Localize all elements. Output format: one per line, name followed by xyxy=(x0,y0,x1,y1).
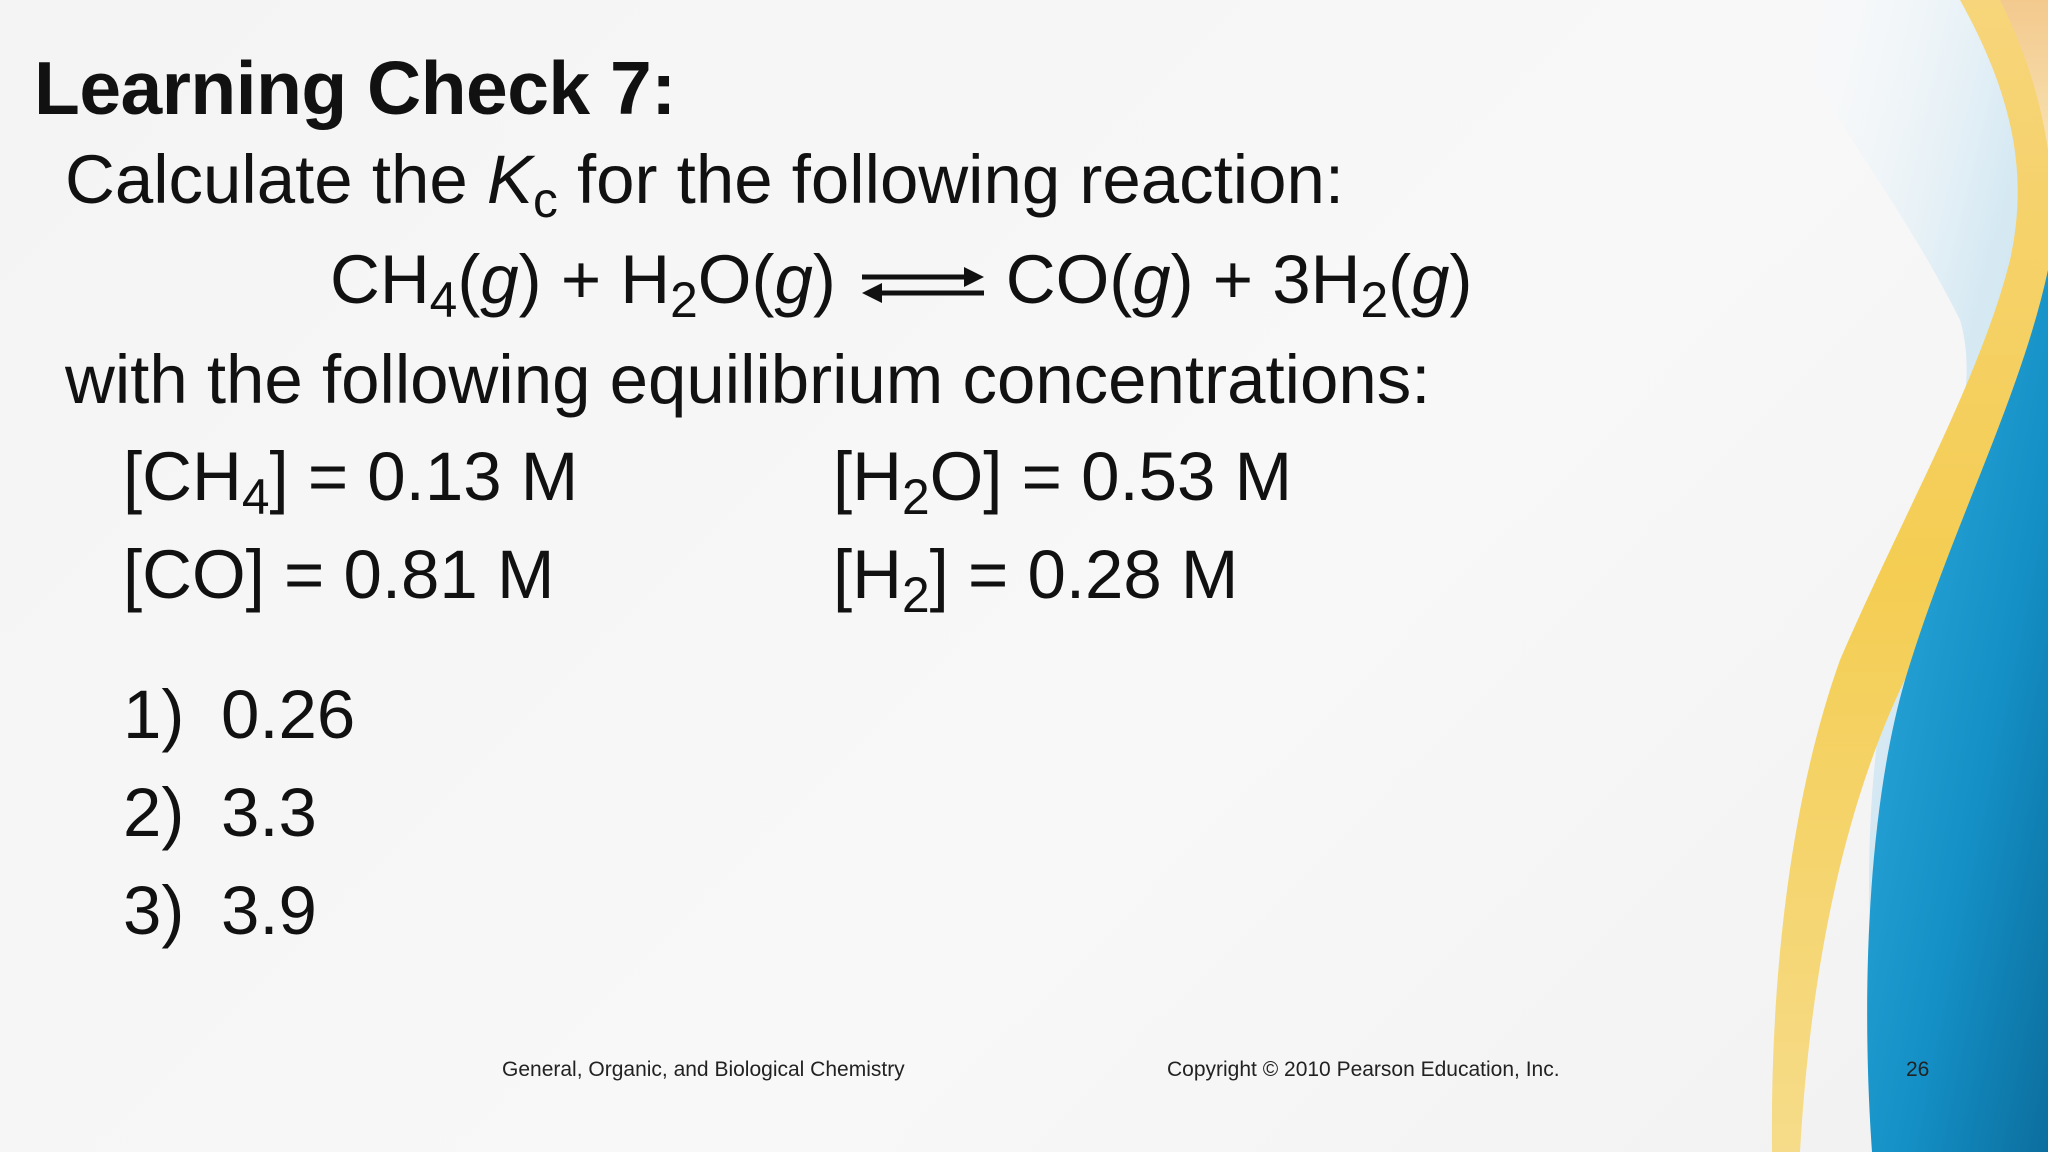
product-2: 3H xyxy=(1272,241,1361,318)
concentrations-intro: with the following equilibrium concentrations: xyxy=(65,341,1431,418)
concentration-value: ] = 0.28 M xyxy=(929,536,1239,613)
choice-number: 3) xyxy=(123,872,185,949)
reactant-1: CH xyxy=(330,241,430,318)
reactant-2-tail: O( xyxy=(697,241,775,318)
reaction-equation xyxy=(330,240,1473,328)
plus-sign: + xyxy=(1193,241,1273,318)
question-line xyxy=(65,140,1345,228)
plus-sign: + xyxy=(541,241,621,318)
reactant-2: H xyxy=(620,241,671,318)
product-2-subscript: 2 xyxy=(1360,271,1389,328)
footer-copyright: Copyright © 2010 Pearson Education, Inc. xyxy=(1167,1058,1560,1081)
reactant-1-state: g xyxy=(480,241,519,318)
question-prefix: Calculate the xyxy=(65,141,487,218)
reactant-1-paren: ( xyxy=(457,241,481,318)
product-1: CO( xyxy=(1005,241,1133,318)
concentration-subscript: 2 xyxy=(902,566,930,623)
concentration-text: [H xyxy=(833,438,902,515)
choice-number: 2) xyxy=(123,774,185,851)
concentration-subscript: 4 xyxy=(241,468,270,525)
answer-choice-2 xyxy=(123,773,317,853)
reactant-1-paren-close: ) xyxy=(518,241,542,318)
concentration-value: O] = 0.53 M xyxy=(929,438,1293,515)
k-subscript: c xyxy=(532,171,558,228)
slide-title: Learning Check 7: xyxy=(34,46,676,130)
concentration-h2 xyxy=(833,535,1239,623)
choice-value: 3.9 xyxy=(221,872,317,949)
reactant-2-paren-close: ) xyxy=(812,241,836,318)
answer-choice-3 xyxy=(123,871,317,951)
choice-number: 1) xyxy=(123,676,185,753)
concentration-value: ] = 0.13 M xyxy=(269,438,579,515)
reactant-2-subscript: 2 xyxy=(670,271,698,328)
choice-value: 3.3 xyxy=(221,774,317,851)
equilibrium-arrow-icon xyxy=(858,260,988,310)
reactant-1-subscript: 4 xyxy=(429,271,458,328)
reactant-2-state: g xyxy=(774,241,813,318)
product-2-paren-close: ) xyxy=(1449,241,1473,318)
product-1-paren-close: ) xyxy=(1170,241,1194,318)
concentration-text: [CH xyxy=(123,438,242,515)
footer-book-title: General, Organic, and Biological Chemistry xyxy=(502,1058,905,1081)
product-2-paren: ( xyxy=(1388,241,1412,318)
product-1-state: g xyxy=(1132,241,1171,318)
answer-choice-1 xyxy=(123,675,355,755)
concentration-subscript: 2 xyxy=(902,468,930,525)
k-symbol: K xyxy=(486,141,533,218)
choice-value: 0.26 xyxy=(221,676,356,753)
product-2-state: g xyxy=(1411,241,1450,318)
question-suffix: for the following reaction: xyxy=(557,141,1345,218)
concentration-co xyxy=(123,535,554,615)
concentration-text: [CO] = 0.81 M xyxy=(123,536,555,613)
concentration-text: [H xyxy=(833,536,902,613)
concentration-ch4 xyxy=(123,437,579,525)
footer-page-number: 26 xyxy=(1906,1058,1930,1081)
concentration-h2o xyxy=(833,437,1293,525)
